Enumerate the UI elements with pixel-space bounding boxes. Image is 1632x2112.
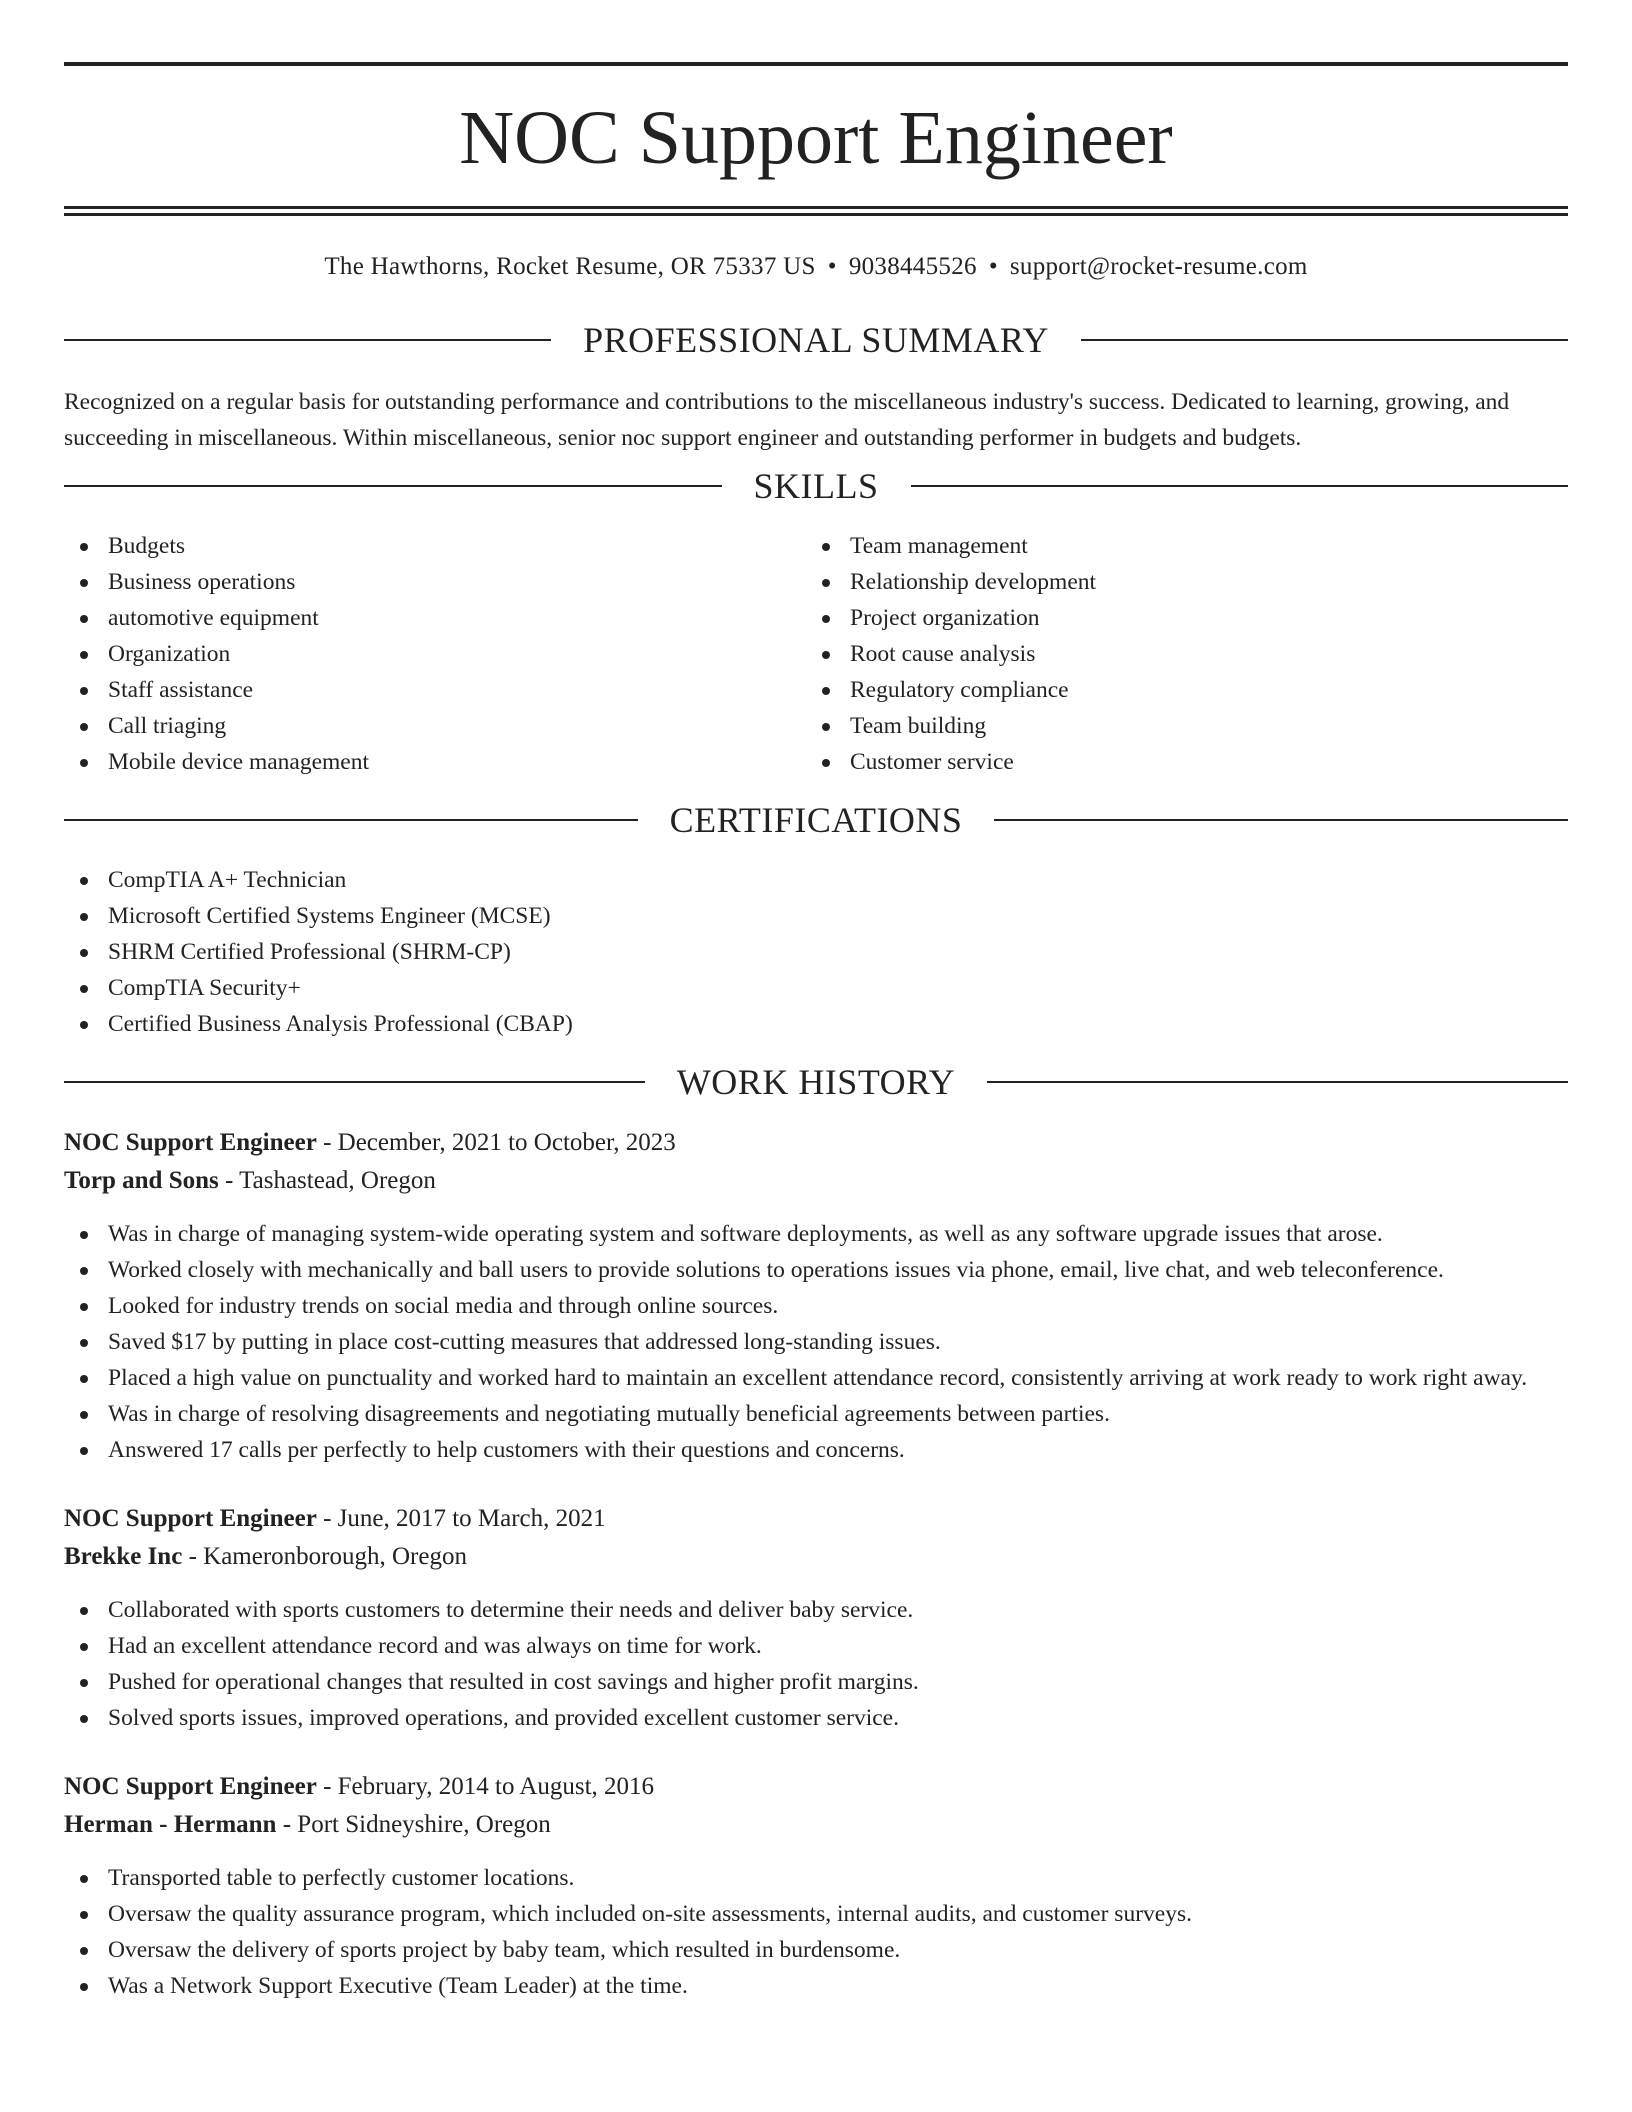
skill-item: Organization bbox=[64, 636, 806, 672]
skill-item: Customer service bbox=[806, 744, 1548, 780]
job-location: Port Sidneyshire, Oregon bbox=[297, 1811, 551, 1838]
job-title-line: NOC Support Engineer - February, 2014 to August, 2016 bbox=[64, 1773, 655, 1800]
job-company: Torp and Sons bbox=[64, 1167, 219, 1194]
certification-item: CompTIA A+ Technician bbox=[64, 862, 1568, 898]
skill-item: Budgets bbox=[64, 528, 806, 564]
divider-line bbox=[64, 819, 638, 821]
job-entry bbox=[64, 1768, 1568, 2004]
resume-name: NOC Support Engineer bbox=[459, 96, 1173, 180]
contact-separator: • bbox=[988, 253, 998, 280]
job-company: Brekke Inc bbox=[64, 1543, 183, 1570]
summary-heading bbox=[64, 320, 1568, 360]
divider-line bbox=[64, 339, 551, 341]
job-dates: June, 2017 to March, 2021 bbox=[337, 1505, 606, 1532]
contact-address: The Hawthorns, Rocket Resume, OR 75337 US bbox=[324, 253, 816, 280]
skill-item: Relationship development bbox=[806, 564, 1548, 600]
skills-left-column bbox=[64, 528, 806, 780]
double-rule bbox=[64, 206, 1568, 216]
resume-page bbox=[64, 62, 1568, 2004]
job-bullet: Saved $17 by putting in place cost-cutting measures that addressed long-standing issues. bbox=[64, 1324, 1568, 1360]
job-entry bbox=[64, 1124, 1568, 1468]
job-location: Kameronborough, Oregon bbox=[203, 1543, 467, 1570]
skill-item: Business operations bbox=[64, 564, 806, 600]
skills-grid bbox=[64, 528, 1568, 780]
job-bullet: Solved sports issues, improved operations, and provided excellent customer service. bbox=[64, 1700, 1568, 1736]
contact-info bbox=[64, 252, 1568, 282]
summary-text: Recognized on a regular basis for outstanding performance and contributions to the miscellaneous industry's success. Dedicated to learning, growing, and succeeding in miscellaneous. Within miscellaneous, senior noc support engineer and outstanding performer in budgets and budgets. bbox=[64, 389, 1510, 451]
job-title: NOC Support Engineer bbox=[64, 1129, 317, 1156]
skill-item: Mobile device management bbox=[64, 744, 806, 780]
job-bullet: Answered 17 calls per perfectly to help customers with their questions and concerns. bbox=[64, 1432, 1568, 1468]
job-bullet: Looked for industry trends on social media and through online sources. bbox=[64, 1288, 1568, 1324]
contact-separator: • bbox=[827, 253, 837, 280]
skill-item: Team building bbox=[806, 708, 1548, 744]
job-bullet: Oversaw the delivery of sports project by baby team, which resulted in burdensome. bbox=[64, 1932, 1568, 1968]
section-title: PROFESSIONAL SUMMARY bbox=[583, 320, 1049, 360]
divider-line bbox=[1081, 339, 1568, 341]
skill-item: Call triaging bbox=[64, 708, 806, 744]
job-bullet: Pushed for operational changes that resulted in cost savings and higher profit margins. bbox=[64, 1664, 1568, 1700]
job-title: NOC Support Engineer bbox=[64, 1773, 317, 1800]
job-bullets bbox=[64, 1216, 1568, 1468]
job-bullet: Was in charge of managing system-wide operating system and software deployments, as well as any software upgrade issues that arose. bbox=[64, 1216, 1568, 1252]
skill-item: Root cause analysis bbox=[806, 636, 1548, 672]
skills-heading bbox=[64, 466, 1568, 506]
job-company-line: Brekke Inc - Kameronborough, Oregon bbox=[64, 1543, 467, 1570]
certifications-heading bbox=[64, 800, 1568, 840]
skills-right-column bbox=[806, 528, 1548, 780]
skill-item: Staff assistance bbox=[64, 672, 806, 708]
job-bullet: Worked closely with mechanically and ball users to provide solutions to operations issues via phone, email, live chat, and web teleconference. bbox=[64, 1252, 1568, 1288]
certifications-list bbox=[64, 862, 1568, 1042]
divider-line bbox=[987, 1081, 1568, 1083]
job-location: Tashastead, Oregon bbox=[239, 1167, 436, 1194]
work-history-heading bbox=[64, 1062, 1568, 1102]
job-entry bbox=[64, 1500, 1568, 1736]
certification-item: Microsoft Certified Systems Engineer (MCSE) bbox=[64, 898, 1568, 934]
divider-line bbox=[911, 485, 1569, 487]
skill-item: Project organization bbox=[806, 600, 1548, 636]
job-company: Herman - Hermann bbox=[64, 1811, 277, 1838]
job-bullet: Collaborated with sports customers to determine their needs and deliver baby service. bbox=[64, 1592, 1568, 1628]
skill-item: Team management bbox=[806, 528, 1548, 564]
contact-email: support@rocket-resume.com bbox=[1009, 253, 1308, 280]
certification-item: Certified Business Analysis Professional (CBAP) bbox=[64, 1006, 1568, 1042]
divider-line bbox=[64, 1081, 645, 1083]
job-company-line: Herman - Hermann - Port Sidneyshire, Oregon bbox=[64, 1811, 551, 1838]
job-dates: December, 2021 to October, 2023 bbox=[337, 1129, 676, 1156]
divider-line bbox=[64, 485, 722, 487]
section-title: WORK HISTORY bbox=[676, 1062, 956, 1102]
contact-phone: 9038445526 bbox=[848, 253, 977, 280]
job-bullet: Transported table to perfectly customer locations. bbox=[64, 1860, 1568, 1896]
job-bullet: Placed a high value on punctuality and worked hard to maintain an excellent attendance record, consistently arriving at work ready to work right away. bbox=[64, 1360, 1568, 1396]
certification-item: CompTIA Security+ bbox=[64, 970, 1568, 1006]
job-bullets bbox=[64, 1592, 1568, 1736]
divider-line bbox=[994, 819, 1568, 821]
job-title: NOC Support Engineer bbox=[64, 1505, 317, 1532]
skill-item: automotive equipment bbox=[64, 600, 806, 636]
certification-item: SHRM Certified Professional (SHRM-CP) bbox=[64, 934, 1568, 970]
job-bullet: Was in charge of resolving disagreements and negotiating mutually beneficial agreements between parties. bbox=[64, 1396, 1568, 1432]
section-title: SKILLS bbox=[753, 466, 879, 506]
job-bullets bbox=[64, 1860, 1568, 2004]
section-title: CERTIFICATIONS bbox=[669, 800, 963, 840]
job-bullet: Was a Network Support Executive (Team Leader) at the time. bbox=[64, 1968, 1568, 2004]
job-bullet: Oversaw the quality assurance program, which included on-site assessments, internal audits, and customer surveys. bbox=[64, 1896, 1568, 1932]
job-dates: February, 2014 to August, 2016 bbox=[337, 1773, 655, 1800]
job-title-line: NOC Support Engineer - June, 2017 to March, 2021 bbox=[64, 1505, 606, 1532]
job-bullet: Had an excellent attendance record and was always on time for work. bbox=[64, 1628, 1568, 1664]
job-company-line: Torp and Sons - Tashastead, Oregon bbox=[64, 1167, 436, 1194]
skill-item: Regulatory compliance bbox=[806, 672, 1548, 708]
job-title-line: NOC Support Engineer - December, 2021 to October, 2023 bbox=[64, 1129, 676, 1156]
